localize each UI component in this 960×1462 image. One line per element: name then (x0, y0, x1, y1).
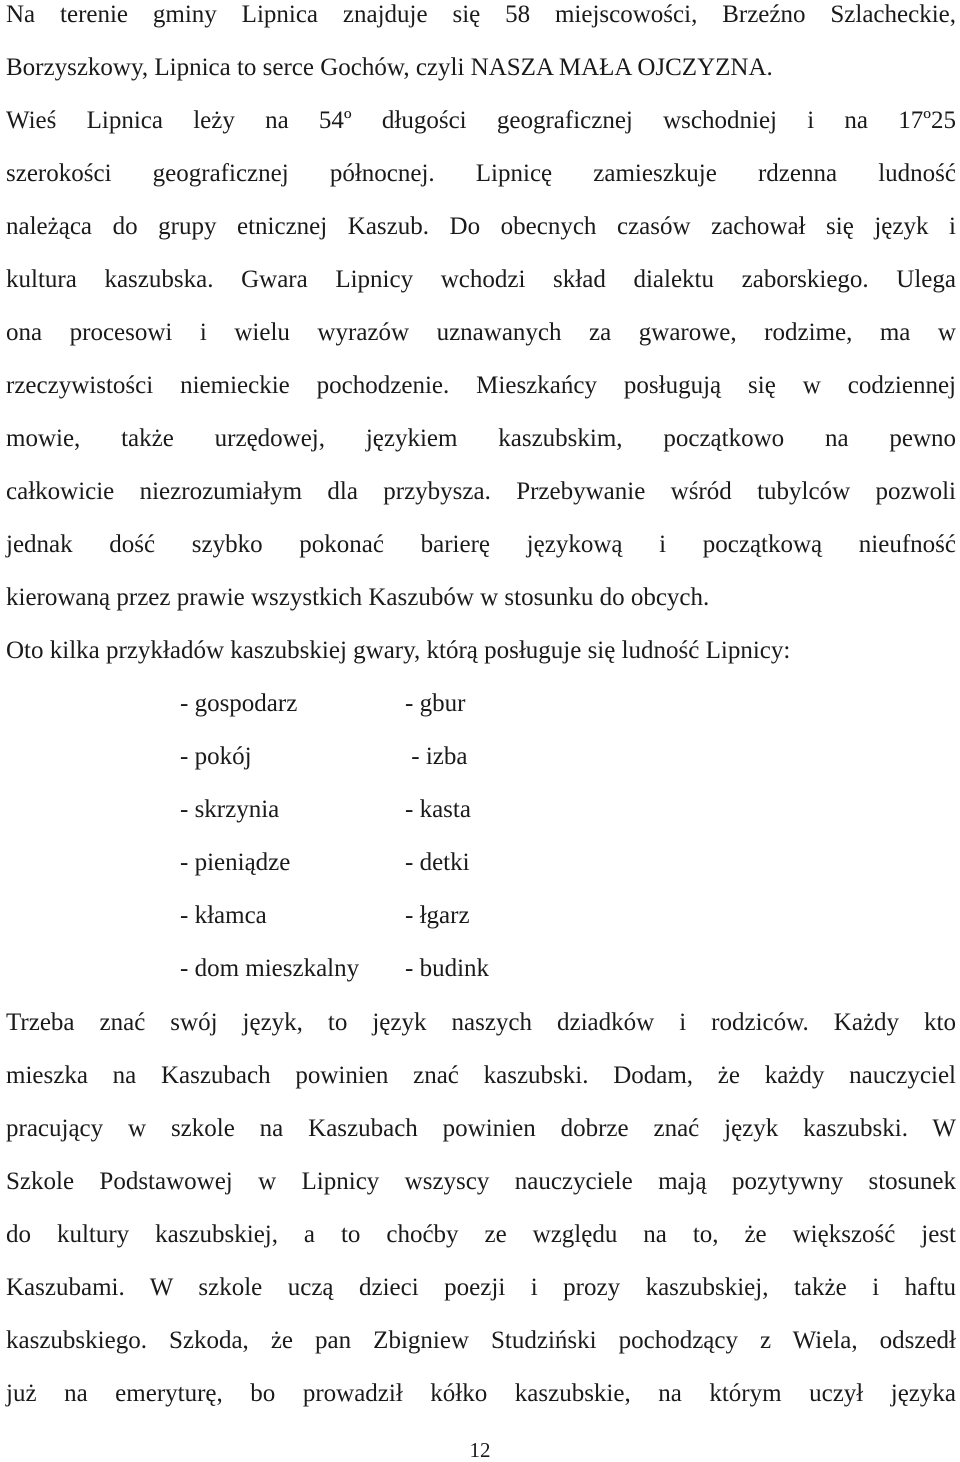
vocab-kashubian-word: - detki (405, 849, 470, 876)
vocab-polish-word: - kłamca (180, 902, 267, 929)
vocab-polish-word: - pieniądze (180, 849, 291, 876)
text-line: mieszka na Kaszubach powinien znać kaszubski. Dodam, że każdy nauczyciel (6, 1062, 956, 1089)
text-line: mowie, także urzędowej, językiem kaszubskim, początkowo na pewno (6, 425, 956, 452)
vocab-polish-word: - dom mieszkalny (180, 955, 360, 982)
text-line: pracujący w szkole na Kaszubach powinien dobrze znać język kaszubski. W (6, 1115, 956, 1142)
page-number: 12 (469, 1438, 491, 1462)
text-line: kierowaną przez prawie wszystkich Kaszubów w stosunku do obcych. (6, 584, 710, 611)
text-line: jednak dość szybko pokonać barierę językową i początkową nieufność (6, 531, 956, 558)
vocab-polish-word: - gospodarz (180, 690, 298, 717)
vocab-kashubian-word: - gbur (405, 690, 466, 717)
text-line: rzeczywistości niemieckie pochodzenie. Mieszkańcy posługują się w codziennej (6, 372, 956, 399)
vocab-polish-word: - pokój (180, 743, 252, 770)
vocab-kashubian-word: - budink (405, 955, 490, 982)
text-line: Kaszubami. W szkole uczą dzieci poezji i prozy kaszubskiej, także i haftu (6, 1274, 956, 1301)
text-line: kaszubskiego. Szkoda, że pan Zbigniew Studziński pochodzący z Wiela, odszedł (6, 1327, 956, 1354)
text-line: do kultury kaszubskiej, a to choćby ze względu na to, że większość jest (6, 1221, 956, 1248)
text-line: Trzeba znać swój język, to język naszych dziadków i rodziców. Każdy kto (6, 1009, 956, 1036)
text-line: Na terenie gminy Lipnica znajduje się 58 miejscowości, Brzeźno Szlacheckie, (6, 1, 956, 28)
text-line: całkowicie niezrozumiałym dla przybysza. Przebywanie wśród tubylców pozwoli (6, 478, 956, 505)
text-line: kultura kaszubska. Gwara Lipnicy wchodzi skład dialektu zaborskiego. Ulega (6, 266, 956, 293)
vocab-polish-word: - skrzynia (180, 796, 280, 823)
vocab-kashubian-word: - kasta (405, 796, 471, 823)
text-line: Szkole Podstawowej w Lipnicy wszyscy nauczyciele mają pozytywny stosunek (6, 1168, 956, 1195)
vocab-kashubian-word: - izba (405, 743, 468, 770)
text-line: Wieś Lipnica leży na 54º długości geograficznej wschodniej i na 17º25 (6, 107, 956, 134)
text-line: Borzyszkowy, Lipnica to serce Gochów, czyli NASZA MAŁA OJCZYZNA. (6, 54, 773, 81)
text-line: należąca do grupy etnicznej Kaszub. Do obecnych czasów zachował się język i (6, 213, 956, 240)
text-line: ona procesowi i wielu wyrazów uznawanych za gwarowe, rodzime, ma w (6, 319, 956, 346)
text-line: już na emeryturę, bo prowadził kółko kaszubskie, na którym uczył języka (6, 1380, 956, 1407)
text-line: Oto kilka przykładów kaszubskiej gwary, którą posługuje się ludność Lipnicy: (6, 637, 791, 664)
text-line: szerokości geograficznej północnej. Lipnicę zamieszkuje rdzenna ludność (6, 160, 956, 187)
vocab-kashubian-word: - łgarz (405, 902, 470, 929)
